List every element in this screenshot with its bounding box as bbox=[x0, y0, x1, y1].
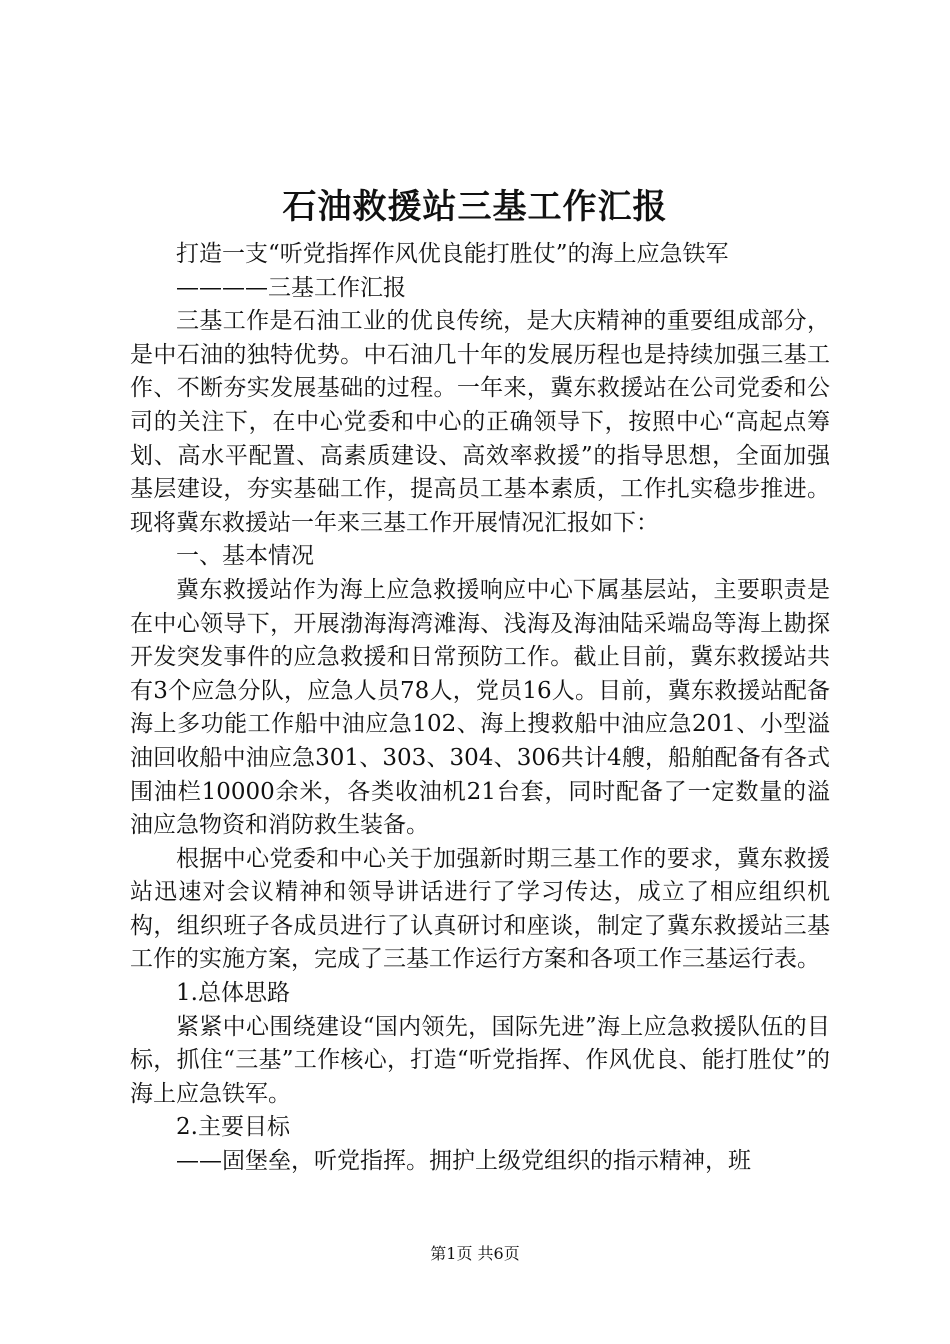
subtitle-line: 打造一支“听党指挥作风优良能打胜仗”的海上应急铁军 bbox=[176, 241, 729, 267]
paragraph-implementation: 根据中心党委和中心关于加强新时期三基工作的要求，冀东救援站迅速对会议精神和领导讲话进行了学习传达，成立了相应组织机构，组织班子各成员进行了认真研讨和座谈，制定了冀东救援站三基工作的实施方案，完成了三基工作运行方案和各项工作三基运行表。 bbox=[130, 845, 830, 973]
subheading-overall-approach: 1.总体思路 bbox=[176, 980, 290, 1007]
paragraph-overall-approach: 紧紧中心围绕建设“国内领先，国际先进”海上应急救援队伍的目标，抓住“三基”工作核心，打造“听党指挥、作风优良、能打胜仗”的海上应急铁军。 bbox=[130, 1013, 830, 1107]
section-heading-basic: 一、基本情况 bbox=[176, 543, 314, 570]
document-title: 石油救援站三基工作汇报 bbox=[282, 187, 668, 227]
paragraph-basic-info: 冀东救援站作为海上应急救援响应中心下属基层站，主要职责是在中心领导下，开展渤海海湾滩海、浅海及海油陆采端岛等海上勘探开发突发事件的应急救援和日常预防工作。截止目前，冀东救援站共有3个应急分队，应急人员78人，党员16人。目前，冀东救援站配备海上多功能工作船中油应急102、海上搜救船中油应急201、小型溢油回收船中油应急301、303、304、306共计4艘，船舶配备有各式围油栏10000余米，各类收油机21台套，同时配备了一定数量的溢油应急物资和消防救生装备。 bbox=[130, 576, 830, 839]
paragraph-main-goals: ——固堡垒，听党指挥。拥护上级党组织的指示精神，班 bbox=[176, 1148, 751, 1175]
document-body bbox=[130, 238, 830, 1179]
paragraph-intro: 三基工作是石油工业的优良传统，是大庆精神的重要组成部分，是中石油的独特优势。中石油几十年的发展历程也是持续加强三基工作、不断夯实发展基础的过程。一年来，冀东救援站在公司党委和公司的关注下，在中心党委和中心的正确领导下，按照中心“高起点筹划、高水平配置、高素质建设、高效率救援”的指导思想，全面加强基层建设，夯实基础工作，提高员工基本素质，工作扎实稳步推进。现将冀东救援站一年来三基工作开展情况汇报如下： bbox=[130, 308, 830, 536]
subtitle-dash-line: ————三基工作汇报 bbox=[176, 274, 406, 301]
page-footer: 第1页 共6页 bbox=[430, 1244, 520, 1263]
subheading-main-goals: 2.主要目标 bbox=[176, 1114, 290, 1141]
